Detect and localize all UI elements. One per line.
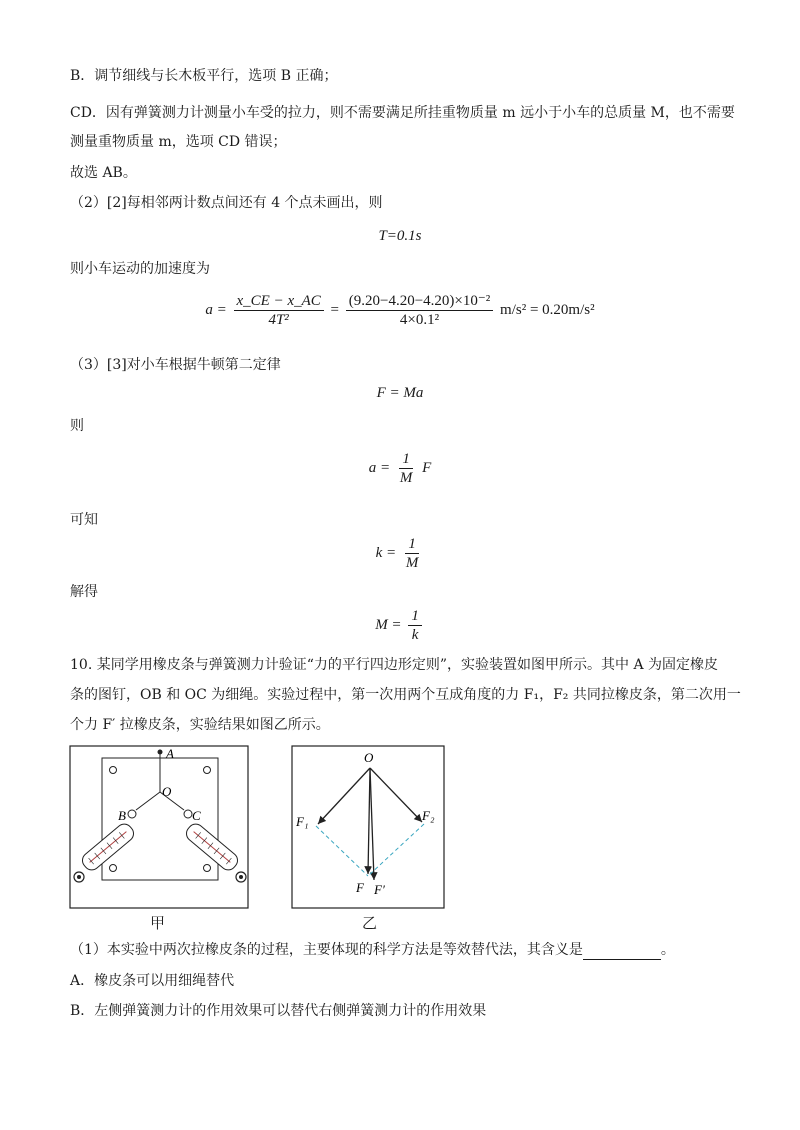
- figure-jia-label: 甲: [150, 914, 166, 932]
- figure-jia-apparatus: [66, 742, 256, 917]
- text-line-part3: （3）[3]对小车根据牛顿第二定律: [70, 357, 281, 373]
- option-a: A．橡皮条可以用细绳替代: [70, 973, 235, 989]
- k-fraction: [403, 535, 422, 572]
- left-ring-center-icon: [77, 875, 81, 879]
- string-ob: [136, 792, 160, 810]
- M-num: 1: [408, 607, 422, 626]
- text-line-part2: （2）[2]每相邻两计数点间还有 4 个点未画出，则: [70, 195, 383, 211]
- k-lhs: k =: [375, 544, 397, 561]
- text-line-acceleration-intro: 则小车运动的加速度为: [70, 261, 210, 277]
- label-f1: F₁: [296, 814, 309, 829]
- accel-num2: (9.20−4.20−4.20)×10⁻²: [346, 292, 494, 311]
- a-rhs: F: [422, 459, 432, 476]
- force-f1-arrow: [318, 768, 370, 824]
- option-b: B．左侧弹簧测力计的作用效果可以替代右侧弹簧测力计的作用效果: [70, 1003, 487, 1019]
- label-f: F: [356, 880, 364, 895]
- pin-a-icon: [158, 750, 163, 755]
- equation-acceleration: [0, 292, 800, 329]
- a-fraction: [397, 450, 416, 487]
- parallelogram-edge-right: [368, 824, 424, 876]
- answer-blank[interactable]: [583, 945, 661, 960]
- M-fraction: [408, 607, 422, 644]
- k-num: 1: [405, 535, 419, 554]
- right-spring-scale: [183, 821, 241, 873]
- accel-den2: 4×0.1²: [399, 312, 440, 328]
- text-line-then: 则: [70, 418, 84, 434]
- a-lhs: a =: [368, 459, 391, 476]
- question-10-line-1: 10. 某同学用橡皮条与弹簧测力计验证“力的平行四边形定则”，实验装置如图甲所示。其中 A 为固定橡皮: [70, 657, 719, 673]
- k-den: M: [405, 555, 419, 571]
- question-1-line: [70, 940, 675, 960]
- board-outline: [70, 746, 248, 908]
- left-spring-scale: [79, 821, 137, 873]
- question-1-end: 。: [660, 942, 675, 958]
- accel-fraction-1: [234, 292, 324, 329]
- text-line-option-b: B．调节细线与长木板平行，选项 B 正确；: [70, 68, 338, 84]
- question-1-text: （1）本实验中两次拉橡皮条的过程，主要体现的科学方法是等效替代法，其含义是: [70, 942, 583, 958]
- accel-fraction-2: [346, 292, 494, 329]
- force-f2-arrow: [370, 768, 422, 822]
- label-f2: F₂: [422, 808, 435, 823]
- label-o: O: [162, 784, 172, 799]
- equals-sign: =: [330, 301, 339, 318]
- figure-yi-label: 乙: [362, 914, 378, 932]
- parallelogram-edge-left: [316, 826, 368, 876]
- text-line-answer: 故选 AB。: [70, 165, 137, 181]
- equation-newton: F = Ma: [376, 385, 424, 401]
- equation-k: [0, 535, 800, 572]
- thumbtack-icon: [204, 865, 211, 872]
- accel-num1: x_CE − x_AC: [234, 292, 324, 311]
- question-10-line-2: 条的图钉，OB 和 OC 为细绳。实验过程中，第一次用两个互成角度的力 F₁，F₂ 共同拉橡皮条，第二次用一: [70, 687, 741, 703]
- M-den: k: [411, 627, 419, 643]
- force-f-arrow: [368, 768, 370, 874]
- equation-period: T=0.1s: [378, 228, 422, 244]
- equation-a-inverse-m: [0, 450, 800, 487]
- label-a: A: [166, 746, 174, 761]
- a-den: M: [399, 470, 413, 486]
- hook-b-icon: [128, 810, 136, 818]
- equation-M: [0, 607, 800, 644]
- accel-unit: m/s² = 0.20m/s²: [500, 301, 595, 318]
- label-b: B: [118, 808, 126, 823]
- right-ring-center-icon: [239, 875, 243, 879]
- label-c: C: [192, 808, 201, 823]
- text-line-solve: 解得: [70, 584, 98, 600]
- label-o-yi: O: [364, 750, 374, 765]
- question-10-line-3: 个力 F′ 拉橡皮条，实验结果如图乙所示。: [70, 717, 330, 733]
- label-fprime: F′: [374, 882, 385, 897]
- thumbtack-icon: [110, 865, 117, 872]
- text-line-option-cd: CD．因有弹簧测力计测量小车受的拉力，则不需要满足所挂重物质量 m 远小于小车的总质量 M，也不需要: [70, 105, 735, 121]
- thumbtack-icon: [204, 767, 211, 774]
- thumbtack-icon: [110, 767, 117, 774]
- accel-lhs: a =: [205, 301, 227, 318]
- text-line-option-cd-cont: 测量重物质量 m，选项 CD 错误；: [70, 134, 287, 150]
- accel-den1: 4T²: [268, 312, 289, 328]
- figure-yi-force-diagram: [288, 742, 448, 912]
- text-line-known: 可知: [70, 512, 98, 528]
- a-num: 1: [399, 450, 413, 469]
- M-lhs: M =: [375, 616, 402, 633]
- force-fprime-arrow: [370, 768, 374, 880]
- hook-c-icon: [184, 810, 192, 818]
